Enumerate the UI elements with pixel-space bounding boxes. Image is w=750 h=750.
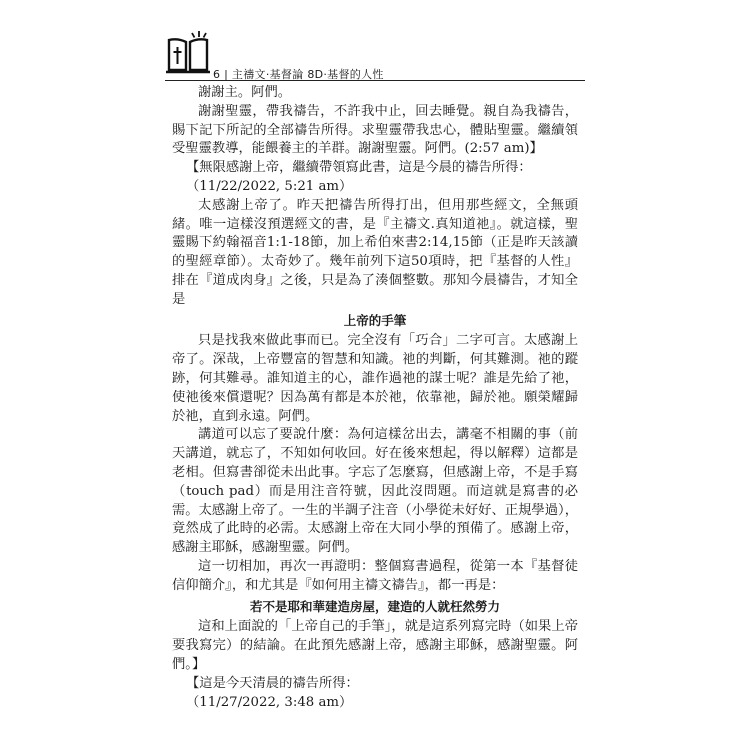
paragraph: 【這是今天清晨的禱告所得： [186,675,359,691]
paragraph: 只是找我來做此事而已。完全沒有「巧合」二字可言。太感謝上帝了。深哉，上帝豐富的智慧和知識。祂的判斷，何其難測。祂的蹤跡，何其難尋。誰知道主的心，誰作過祂的謀士呢？誰是先給了祂，使祂後來償還呢？因為萬有都是本於祂，依靠祂，歸於祂。願榮耀歸於祂，直到永遠。阿們。 [172,333,578,424]
paragraph: 太感謝上帝了。昨天把禱告所得打出，但用那些經文，全無頭緒。唯一這樣沒預選經文的書，是『主禱文.真知道祂』。就這樣，聖靈賜下約翰福音1:1-18節，加上希伯來書2:14,15節（正是昨天該讀的聖經章節）。太奇妙了。幾年前列下這50項時，把『基督的人性』排在『道成肉身』之後，只是為了湊個整數。那知今晨禱告，才知全是 [172,197,578,307]
paragraph: 謝謝聖靈，帶我禱告，不許我中止，回去睡覺。親自為我禱告，賜下記下所記的全部禱告所得。求聖靈帶我忠心，體貼聖靈。繼續領受聖靈教導，能餵養主的羊群。謝謝聖靈。阿們。(2:57 am)】 [172,103,578,157]
page-number: 6 [213,68,221,81]
header-title: 主禱文‧基督論 8D‧基督的人性 [231,68,384,81]
running-header: 6 | 主禱文‧基督論 8D‧基督的人性 [213,68,384,81]
section-heading: 上帝的手筆 [343,312,407,328]
paragraph: 這一切相加，再次一再證明：整個寫書過程，從第一本『基督徒信仰簡介』，和尤其是『如何用主禱文禱告』，都一再是： [172,558,578,593]
timestamp: （11/22/2022, 5:21 am） [186,178,353,194]
paragraph: 講道可以忘了要說什麼：為何這樣岔出去，講毫不相關的事（前天講道，就忘了，不知如何收回。好在後來想起，得以解釋）這都是老相。但寫書卻從未出此事。字忘了怎麼寫，但感謝上帝，不是手寫（touch pad）而是用注音符號，因此沒問題。而這就是寫書的必需。太感謝上帝了。一生的半調子注音（小學從未好好、正規學過），竟然成了此時的必需。太感謝上帝在大同小學的預備了。感謝上帝，感謝主耶穌，感謝聖靈。阿們。 [172,427,578,556]
page-body [172,84,578,712]
open-bible-cross-icon [165,30,211,74]
paragraph: 這和上面說的「上帝自己的手筆」，就是這系列寫完時（如果上帝要我寫完）的結論。在此預先感謝上帝，感謝主耶穌，感謝聖靈。阿們。】 [172,619,578,672]
section-heading: 若不是耶和華建造房屋，建造的人就枉然勞力 [249,598,500,614]
paragraph: 謝謝主。阿們。 [198,85,292,100]
paragraph: 【無限感謝上帝，繼續帶領寫此書，這是今晨的禱告所得： [186,160,532,176]
timestamp: （11/27/2022, 3:48 am） [186,694,353,710]
header-rule [165,80,585,81]
